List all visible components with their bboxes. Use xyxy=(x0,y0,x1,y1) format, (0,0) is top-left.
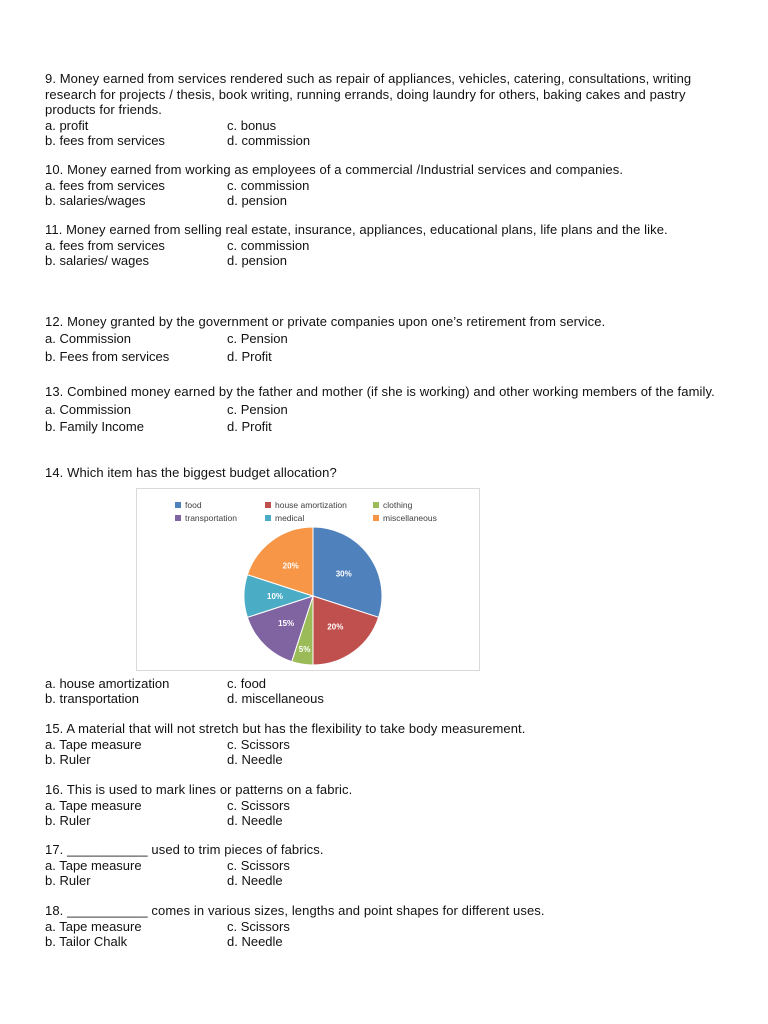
question-stem: 15. A material that will not stretch but has the flexibility to take body measurement. xyxy=(45,721,526,736)
option-a: a. profit xyxy=(45,117,89,133)
option-c: c. Pension xyxy=(227,401,288,417)
option-d: d. pension xyxy=(227,192,287,208)
option-b: b. transportation xyxy=(45,691,139,706)
option-c: c. food xyxy=(227,676,267,691)
question-9 xyxy=(45,71,735,148)
answer-options xyxy=(45,858,735,888)
answer-options xyxy=(45,737,735,767)
option-a: a. Tape measure xyxy=(45,857,142,873)
question-14-options xyxy=(45,676,735,706)
option-d: d. Needle xyxy=(227,933,283,949)
answer-options xyxy=(45,798,735,828)
question-stem: 17. ___________ used to trim pieces of fabrics. xyxy=(45,842,324,857)
pie-slices xyxy=(244,527,382,665)
question-15 xyxy=(45,721,735,767)
question-17 xyxy=(45,842,735,888)
option-c: c. Scissors xyxy=(227,857,290,873)
option-c: c. Scissors xyxy=(227,736,290,752)
question-stem: 16. This is used to mark lines or patterns on a fabric. xyxy=(45,782,353,797)
answer-options xyxy=(45,118,735,148)
pie-data-label: 20% xyxy=(327,622,344,632)
option-b: b. Family Income xyxy=(45,419,144,434)
legend-label: house amortization xyxy=(275,499,347,510)
pie-svg xyxy=(137,489,479,670)
option-b: b. Tailor Chalk xyxy=(45,933,128,949)
option-c: c. commission xyxy=(227,177,310,193)
option-b: b. Fees from services xyxy=(45,348,170,364)
option-b: b. Ruler xyxy=(45,872,91,888)
budget-pie-chart xyxy=(136,488,480,671)
question-stem: 13. Combined money earned by the father and mother (if she is working) and other working members of the family. xyxy=(45,384,715,399)
question-stem: 9. Money earned from services rendered such as repair of appliances, vehicles, catering, consultations, writing research for projects / thesis, book writing, running errands, doing laundry for others, baking cakes and pastry products for friends. xyxy=(45,71,692,117)
answer-options xyxy=(45,676,735,706)
option-b: b. fees from services xyxy=(45,132,165,148)
question-13 xyxy=(45,383,735,436)
option-a: a. fees from services xyxy=(45,237,165,253)
answer-options xyxy=(45,401,735,436)
option-d: d. Profit xyxy=(227,419,272,434)
option-c: c. commission xyxy=(227,237,310,253)
answer-options xyxy=(45,178,735,208)
option-c: c. Pension xyxy=(227,331,288,346)
option-b: b. Ruler xyxy=(45,751,91,767)
question-stem: 11. Money earned from selling real estate, insurance, appliances, educational plans, life plans and the like. xyxy=(45,222,668,237)
option-a: a. house amortization xyxy=(45,676,170,691)
option-b: b. salaries/ wages xyxy=(45,252,150,268)
question-16 xyxy=(45,782,735,828)
question-stem: 18. ___________ comes in various sizes, lengths and point shapes for different uses. xyxy=(45,903,545,918)
option-a: a. fees from services xyxy=(45,177,165,193)
pie-data-label: 10% xyxy=(267,592,284,601)
option-c: c. Scissors xyxy=(227,918,290,934)
question-12 xyxy=(45,314,735,365)
question-11 xyxy=(45,222,735,268)
question-18 xyxy=(45,903,735,949)
option-a: a. Tape measure xyxy=(45,736,142,752)
legend-label: miscellaneous xyxy=(383,512,437,523)
legend-label: medical xyxy=(275,512,305,523)
option-b: b. salaries/wages xyxy=(45,192,146,208)
option-d: d. commission xyxy=(227,132,311,148)
option-d: d. Needle xyxy=(227,812,283,828)
answer-options xyxy=(45,238,735,268)
legend-label: transportation xyxy=(185,512,237,523)
question-stem: 14. Which item has the biggest budget allocation? xyxy=(45,465,337,480)
option-d: d. miscellaneous xyxy=(227,691,324,706)
question-stem: 12. Money granted by the government or private companies upon one’s retirement from service. xyxy=(45,314,606,329)
question-10 xyxy=(45,162,735,208)
question-14 xyxy=(45,465,735,481)
legend-label: clothing xyxy=(383,499,413,510)
answer-options xyxy=(45,919,735,949)
option-b: b. Ruler xyxy=(45,812,91,828)
option-d: d. Needle xyxy=(227,872,283,888)
pie-data-label: 20% xyxy=(282,561,299,571)
option-c: c. bonus xyxy=(227,117,277,133)
option-c: c. Scissors xyxy=(227,797,290,813)
pie-data-label: 5% xyxy=(298,645,311,655)
legend-label: food xyxy=(185,499,202,510)
option-a: a. Commission xyxy=(45,401,131,417)
option-a: a. Tape measure xyxy=(45,797,142,813)
question-stem: 10. Money earned from working as employees of a commercial /Industrial services and companies. xyxy=(45,162,624,177)
option-d: d. Needle xyxy=(227,751,283,767)
option-d: d. pension xyxy=(227,252,287,268)
option-d: d. Profit xyxy=(227,348,272,364)
pie-data-label: 15% xyxy=(278,618,295,628)
option-a: a. Tape measure xyxy=(45,918,142,934)
option-a: a. Commission xyxy=(45,331,131,346)
answer-options xyxy=(45,330,735,365)
pie-data-label: 30% xyxy=(335,569,352,579)
